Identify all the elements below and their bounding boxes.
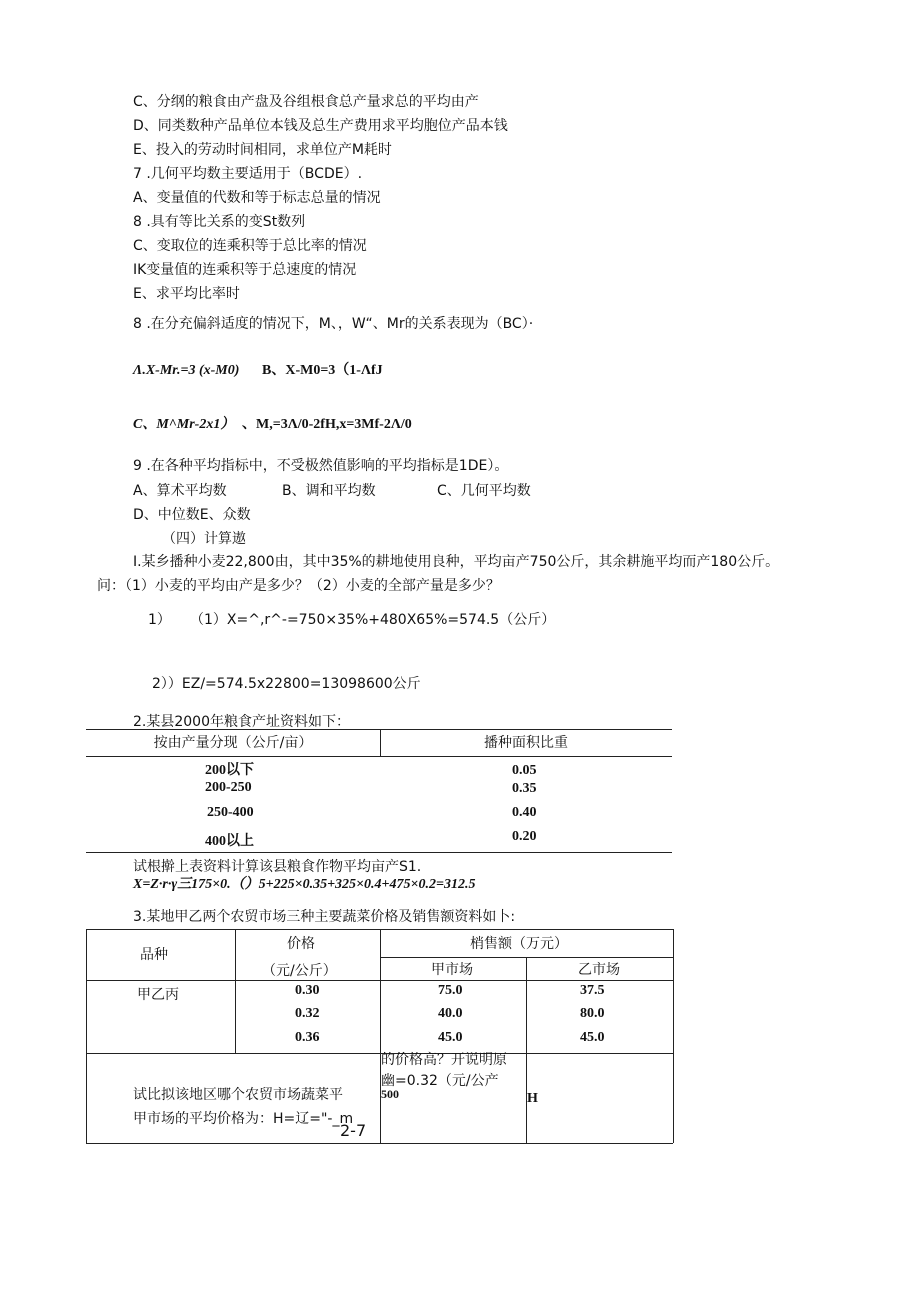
answer-1-label: 1） [148, 612, 171, 628]
problem-2: 2.某县2000年粮食产址资料如下： [133, 714, 350, 730]
sales-a-cell: 40.0 [438, 1006, 463, 1021]
table-row: 200-250 [205, 780, 252, 795]
q8-option-b: B、X-M0=3（1-ΛfJ [262, 363, 383, 378]
problem-3: 3.某地甲乙两个农贸市场三种主要蔬菜价格及销售额资料如卜: [133, 909, 516, 925]
table-cell: 0.40 [512, 805, 537, 820]
table-cell: 0.05 [512, 763, 537, 778]
q7-option-b: 8 .具有等比关系的变St数列 [133, 214, 306, 230]
yield-table-header-range: 按由产量分现（公斤/亩） [153, 735, 313, 751]
table-row: 250-400 [207, 805, 254, 820]
q9-option-c: C、几何平均数 [437, 483, 531, 499]
answer-1-formula: （1）X=^,r^-=750×35%+480X65%=574.5（公斤） [190, 612, 556, 628]
footer-mid-question: 的价格高？开说明原 [381, 1052, 507, 1068]
option-d-line: D、同类数种产品单位本钱及总生产费用求平均胞位产品本钱 [133, 118, 508, 134]
q9-option-de: D、中位数E、众数 [133, 507, 251, 523]
question-8: 8 .在分充偏斜适度的情况下，M、，W“、Mr的关系表现为（BC）· [133, 316, 534, 332]
q7-option-e: E、求平均比率时 [133, 286, 240, 302]
footer-mid-number: 500 [381, 1087, 399, 1101]
header-market-a: 甲市场 [431, 962, 473, 978]
sales-a-cell: 45.0 [438, 1030, 463, 1045]
answer-2-formula: 2））EZ/=574.5x22800=13098600公斤 [152, 676, 421, 692]
price-cell: 0.32 [295, 1006, 320, 1021]
table-cell: 0.20 [512, 829, 537, 844]
table-cell: 0.35 [512, 781, 537, 796]
table-row: 400以上 [205, 834, 254, 849]
q9-option-b: B、调和平均数 [282, 483, 376, 499]
q7-option-d: IK变量值的连乘积等于总速度的情况 [133, 262, 357, 278]
footer-mid-answer: 幽=0.32（元/公产 [381, 1073, 499, 1089]
problem-2-task: 试根擀上表资料计算该县粮食作物平均亩产S1. [133, 859, 422, 875]
sales-b-cell: 45.0 [580, 1030, 605, 1045]
q8-option-c: C、M^Mr-2x1） [133, 417, 235, 432]
yield-table-header-share: 播种面积比重 [484, 735, 568, 751]
question-9: 9 .在各种平均指标中，不受极然值影响的平均指标是1DE）。 [133, 458, 509, 474]
header-price: 价格 [287, 936, 315, 952]
q7-option-a: A、变量值的代数和等于标志总量的情况 [133, 190, 381, 206]
problem-1: I.某乡播种小麦22,800由，其中35%的耕地使用良种，平均亩产750公斤，其余耕施平均而产180公斤。 [133, 554, 780, 570]
header-sales: 梢售额（万元） [470, 936, 568, 952]
footer-question: 试比拟该地区哪个农贸市场蔬菜平 [133, 1087, 343, 1103]
sales-a-cell: 75.0 [438, 983, 463, 998]
price-cell: 0.36 [295, 1030, 320, 1045]
sales-b-cell: 37.5 [580, 983, 605, 998]
q9-option-a: A、算术平均数 [133, 483, 227, 499]
problem-1-questions: 问：（1）小麦的平均由产是多少？（2）小麦的全部产量是多少？ [97, 578, 500, 594]
problem-2-answer: X=Z·r·γ三175×0.（）5+225×0.35+325×0.4+475×0.2=312.5 [133, 877, 476, 892]
variety-cell: 甲乙丙 [137, 987, 179, 1003]
header-market-b: 乙市场 [578, 962, 620, 978]
footer-answer: 甲市场的平均价格为：H=辽="-_m [133, 1111, 354, 1127]
question-7: 7 .几何平均数主要适用于（BCDE）. [133, 166, 363, 182]
q8-option-d: 、M,=3Λ/0-2fH,x=3Mf-2Λ/0 [242, 417, 412, 432]
price-cell: 0.30 [295, 983, 320, 998]
option-c-line: C、分纲的粮食由产盘及谷组根食总产量求总的平均由产 [133, 94, 479, 110]
q7-option-c: C、变取位的连乘积等于总比率的情况 [133, 238, 367, 254]
header-price-unit: （元/公斤） [262, 963, 337, 979]
q8-option-a: Λ.X-Mr.=3 (x-M0) [133, 363, 240, 378]
footer-right: H [527, 1091, 538, 1106]
option-e-line: E、投入的劳动时间相同，求单位产M耗时 [133, 142, 392, 158]
header-variety: 品种 [140, 947, 168, 963]
footer-answer-denominator: 2-7 [340, 1121, 367, 1140]
sales-b-cell: 80.0 [580, 1006, 605, 1021]
section-heading: （四）计算遨 [162, 531, 246, 547]
table-row: 200以下 [205, 763, 254, 778]
